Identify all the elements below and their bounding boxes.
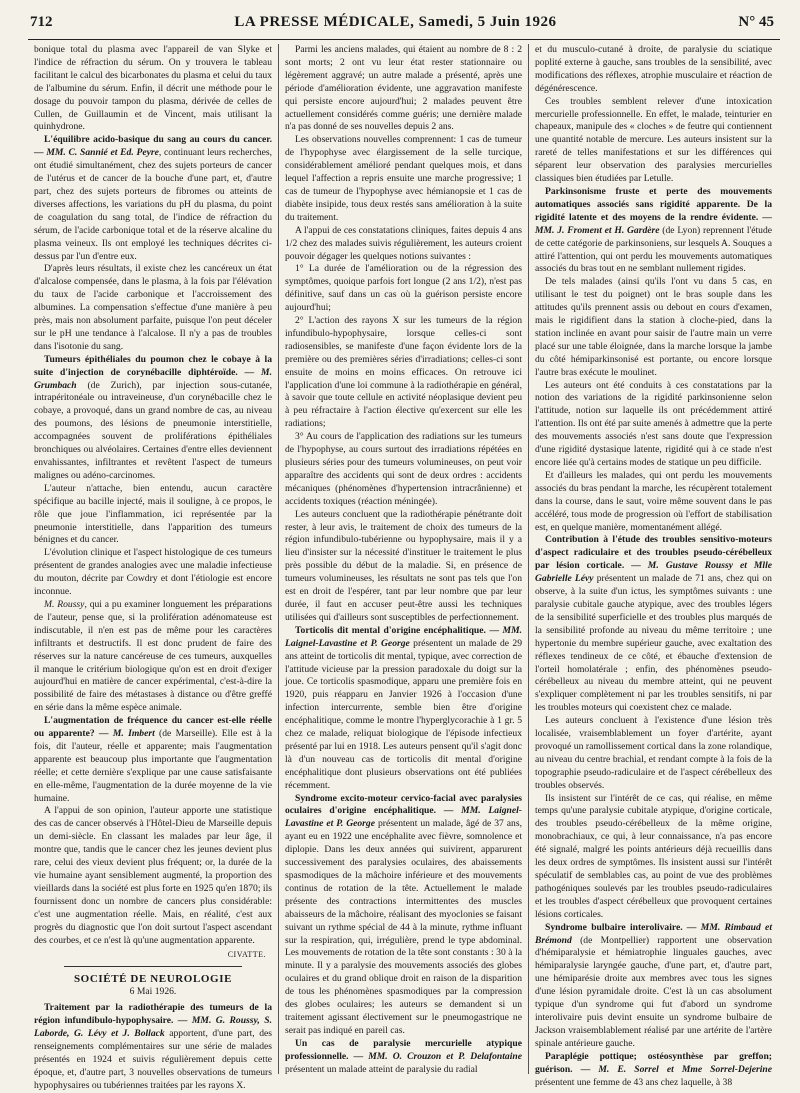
inline-author: M. Roussy [44,598,85,610]
issue-number: N° 45 [738,14,774,30]
article-authors: — MM. Rimbaud et Brémond [535,921,772,946]
paragraph: D'après leurs résultats, il existe chez les cancéreux un état d'alcalose compensée, dans le plasma, à la fois par l'élévation du taux de l'acide carbonique et l'accroissement des albumines. La compensation s'effectue d'une manière à peu près, mais non absolument parfaite, puisque l'on peut déceler sur le pH une tendance à l'alcalose. Il n'y a pas de troubles dans l'isotonie du sang. [34,263,272,352]
article-authors: — MM. Laignel-Lavastine et P. George [285,805,522,830]
signature: CIVATTE. [227,950,266,960]
article-syndrome-excito [285,793,522,1038]
article-title: L'augmentation de fréquence du cancer est-elle réelle ou apparente? [34,715,272,740]
article-title: Paraplégie pottique; ostéosynthèse par greffon; guérison. [535,1050,772,1075]
article-text: (de Montpellier) rapportent une observation d'hémiparalysie et hémiatrophie linguales gauches, avec hémiparalysie laryngée gauche, d'une part, et, d'autre part, une hémiparésie droite aux membres avec tous les signes d'une lésion pyramidale droite. C'est là un cas absolument typique d'un syndrome qui fut d'abord un syndrome interolivaire puis devint ensuite un syndrome bulbaire de Jackson vraisemblablement réalisé par une artérite de l'artère spinale antérieure gauche. [535,934,772,1049]
article-title: Traitement par la radiothérapie des tumeurs de la région infundibulo-hypophysaire. [34,1002,272,1027]
article-title: Un cas de paralysie mercurielle atypique professionnelle. [285,1037,522,1062]
article-torticolis [285,625,522,793]
article-text: présentent un malade de 71 ans, chez qui on observe, à la suite d'un ictus, les symptômes suivants : une paralysie cubitale gauche atypique, avec des troubles légers de la sensibilité superficielle et des troubles plus marqués de la sensibilité profonde au niveau du même territoire ; une hypertonie du membre supérieur gauche, avec exaltation des réflexes tendineux de ce côté, et ébauche d'extension de l'orteil homolatérale ; enfin, des phénomènes pseudo-cérébelleux au niveau du membre atteint, qui ne peuvent s'expliquer complètement ni par les troubles sensitifs, ni par les troubles moteurs qui coexistent chez ce malade. [535,573,772,714]
article-text: (de Lyon) reprennent l'étude de cette catégorie de parkinsoniens, sur lesquels A. Souques a attiré l'attention, qui ont perdu les mouvements automatiques associés du bras tout en ne semblant nullement rigides. [535,224,772,275]
article-authors: — M. Imbert [98,728,155,740]
paragraph: Ils insistent sur l'intérêt de ce cas, qui réalise, en même temps qu'une paralysie cubitale atypique, d'origine corticale, des troubles pseudo-cérébelleux de la même origine, monobrachiaux, ce qui, à leur connaissance, n'a pas encore été signalé, malgré les points antérieurs déjà recueillis dans les deux ordres de symptômes. Ils insistent aussi sur l'intérêt spéculatif de semblables cas, au point de vue des problèmes pathogéniques soulevés par les troubles pseudo-radiculaires et les troubles d'aspect cérébelleux que provoquent certaines lésions corticales. [535,792,772,920]
column-3 [528,44,778,1088]
article-contribution [535,534,772,715]
article-parkinsonisme [535,186,772,276]
society-date: 6 Mai 1926. [129,986,177,998]
paragraph: Ces troubles semblent relever d'une intoxication mercurielle professionnelle. En effet, le malade, teinturier en chapeaux, manipule des « cloches » de feutre qui contiennent une quantité notable de mercure. Les auteurs insistent sur la rareté de telles manifestations et sur les différences qui séparent leur observation des paralysies mercurielles classiques bien étudiées par Letulle. [535,95,772,185]
paragraph: Et d'ailleurs les malades, qui ont perdu les mouvements associés du bras pendant la marche, les récupèrent totalement dans la course, dans le saut, voire même souvent dans le pas accéléré, tous mode de progression où l'effort de stabilisation est, en quelque manière, momentanément allégé. [535,469,772,533]
list-item: 2° L'action des rayons X sur les tumeurs de la région infundibulo-hypophysaire, lorsque celles-ci sont radiosensibles, se manifeste d'une façon évidente lors de la première ou des premières séries d'irradiations; celles-ci sont ensuite de moins en moins efficaces. On retrouve ici l'application d'une loi commune à la radiothérapie en général, à savoir que toute cellule en activité néoplasique devient peu à peu réfractaire à l'action élective qu'exercent sur elle les radiations; [285,315,522,430]
journal-title: LA PRESSE MÉDICALE, Samedi, 5 Juin 1926 [234,14,557,30]
article-title: L'équilibre acido-basique du sang au cours du cancer. [44,134,272,146]
article-title: Tumeurs épithéliales du poumon chez le cobaye à la suite d'injection de corynébacille diphtéroïde. [34,353,272,378]
article-text: (de Zurich), par injection sous-cutanée, intrapéritonéale ou intraveineuse, d'un corynébacille chez le cobaye, a provoqué, dans un grand nombre de cas, au niveau des poumons, des lésions de pneumonie interstitielle, accompagnées souvent de proliférations épithéliales bronchiques ou alvéolaires. Certaines d'entre elles deviennent envahissantes, infiltrantes et revêtent l'aspect de tumeurs malignes ou adéno-carcinomes. [34,379,272,481]
article-augmentation [34,715,272,805]
divider [64,966,242,967]
article-authors: — MM. G. Roussy, S. Laborde, G. Lévy et J. Bollack [34,1015,272,1039]
article-title: Syndrome excito-moteur cervico-facial avec paralysies oculaires d'origine encéphalitique. [285,792,522,817]
article-text: présentent une femme de 43 ans chez laquelle, à 38 [535,1076,733,1088]
article-paralysie-mercurielle [285,1038,522,1077]
paragraph: Les auteurs concluent que la radiothérapie pénétrante doit rester, à leur avis, le traitement de choix des tumeurs de la région infundibulo-tubérienne ou hypophysaire, mais il y a lieu d'insister sur la nécessité d'instituer le traitement le plus près possible du début de la maladie. Si, en présence de tumeurs volumineuses, les résultats ne sont pas tels que l'on est en droit de l'espérer, tant par leur nombre que par leur durée, il faut en accuser peut-être aussi les techniques utilisées qui d'ailleurs sont susceptibles de perfectionnement. [285,508,522,623]
article-tumeurs [34,354,272,483]
article-title: Parkinsonisme fruste et perte des mouvements automatiques associés sans rigidité apparente. De la rigidité latente et des moyens de la rendre évidente. [535,185,772,223]
article-text: présentent un malade de 29 ans atteint de torticolis dit mental, typique, avec correction de l'attitude vicieuse par la pression paradoxale du doigt sur la joue. Ce torticolis spasmodique, apparu une première fois en 1920, puis réapparu en Janvier 1926 à l'occasion d'une infection intercurrente, semble bien être d'origine encéphalitique, comme le montre l'hyperglycorachie à 1 gr. 5 chez ce malade, reliquat biologique de l'épisode infectieux présenté par lui en 1918. Les auteurs pensent qu'il s'agit donc là d'un nouveau cas de torticolis dit mental d'origine encéphalitique dont plusieurs observations ont été publiées récemment. [285,637,523,791]
list-item: 1° La durée de l'amélioration ou de la régression des symptômes, quoique parfois fort longue (2 ans 1/2), n'est pas définitive, sauf dans un cas où la guérison persiste encore aujourd'hui; [285,263,522,314]
paragraph: Parmi les anciens malades, qui étaient au nombre de 8 : 2 sont morts; 2 ont vu leur état rester stationnaire ou légèrement aggravé; un autre malade a présenté, après une période d'amélioration évidente, une aggravation manifeste qui persiste encore aujourd'hui; 2 malades peuvent être actuellement considérés comme guéris; une dernière malade n'a pas donné de ses nouvelles depuis 2 ans. [285,44,522,133]
article-text: présentent un malade atteint de paralysie du radial [285,1063,478,1075]
article-title: Syndrome bulbaire interolivaire. [545,921,683,933]
article-paraplegie [535,1051,772,1090]
article-equilibre [34,134,272,263]
article-title: Contribution à l'étude des troubles sensitivo-moteurs d'aspect radiculaire et des troubles pseudo-cérébelleux par lésion corticale. [535,534,772,572]
paragraph: L'évolution clinique et l'aspect histologique de ces tumeurs présentent de grandes analogies avec une maladie infectieuse du mouton, décrite par Cowdry et dont l'étiologie est encore inconnue. [34,547,272,598]
paragraph [34,599,272,715]
article-authors: — MM. C. Sannié et Ed. Peyre [34,147,159,159]
paragraph: L'auteur n'attache, bien entendu, aucun caractère spécifique au bacille injecté, mais il souligne, à ce propos, le rôle que joue l'inflammation, ici représentée par la pneumonie interstitielle, dans l'apparition des tumeurs bénignes et du cancer. [34,482,272,546]
article-authors: — MM. J. Froment et H. Gardère [535,211,772,236]
paragraph: De tels malades (ainsi qu'ils l'ont vu dans 5 cas, en utilisant le test du poignet) ont le bras souple dans les attitudes qu'ils prennent assis ou debout en cours d'examen, mais le rigidifient dans la station à cloche-pied, dans la station inclinée en avant pour saisir de l'autre main un verre placé sur une table éloignée, dans la marche lorsque la jambe du côté hémiparkinsonisé est portante, ou encore lorsque l'autre bras exécute le moulinet. [535,276,772,378]
paragraph: Les auteurs concluent à l'existence d'une lésion très localisée, vraisemblablement un foyer d'artérite, ayant provoqué un ramollissement cortical dans la zone rolandique, au niveau du centre brachial, et rendant compte à la fois de la topographie pseudo-radiculaire et de l'aspect cérébelleux des troubles observés. [535,715,772,791]
article-authors: — MM. Laignel-Lavastine et P. George [285,624,523,649]
list-item: 3° Au cours de l'application des radiations sur les tumeurs de l'hypophyse, au cours surtout des irradiations répétées en plusieurs séries pour des tumeurs volumineuses, on peut voir apparaître des accidents qui sont de deux ordres : accidents mécaniques (phénomènes d'hypertension intracrânienne) et accidents toxiques (réaction méningée). [285,431,522,507]
article-authors: — MM. O. Crouzon et P. Delafontaine [353,1050,522,1062]
paragraph-text: , qui a pu examiner longuement les préparations de l'auteur, pense que, si la prolifération adénomateuse est indiscutable, il n'en est pas de même pour les caractères infiltrants et destructifs. Il est donc prudent de faire des réserves sur la nature cancéreuse de ces tumeurs, auxquelles il manque le critérium biologique qu'on est en droit d'exiger aujourd'hui en matière de cancer expérimental, c'est-à-dire la possibilité de faire des métastases à distance ou d'être greffé en série dans la même espèce animale. [34,598,273,714]
article-authors: — M. Grumbach [34,366,272,391]
paragraph: A l'appui de son opinion, l'auteur apporte une statistique des cas de cancer observés à l'Hôtel-Dieu de Marseille depuis un demi-siècle. En classant les malades par leur âge, il montre que, tandis que le cancer chez les jeunes devient plus rare, celui des vieux devient plus fréquent; or, la durée de la vie humaine ayant sensiblement augmenté, la proportion des vieillards dans la société est plus forte en 1925 qu'en 1870; ils fournissent donc un nombre de cancers plus considérable: c'est une augmentation réelle. Mais, en réalité, c'est aux progrès du diagnostic que l'on doit surtout l'aspect ascendant des courbes, et ce n'est là qu'une augmentation apparente. [34,805,272,946]
article-text: apportent, d'une part, des renseignements complémentaires sur une série de malades présentés en 1924 et suivis régulièrement depuis cette époque, et, d'autre part, 3 nouvelles observations de tumeurs hypophysaires ou tubériennes traitées par les rayons X. [34,1027,272,1091]
column-1 [28,44,278,1091]
society-heading: SOCIÉTÉ DE NEUROLOGIE [73,973,233,986]
article-authors: — M. E. Sorrel et Mme Sorrel-Dejerine [580,1063,773,1075]
paragraph: Les observations nouvelles comprennent: 1 cas de tumeur de l'hypophyse avec élargissement de la selle turcique, considérablement amélioré pendant quelques mois, et dans lequel l'affection a repris ensuite une marche progressive; 1 cas de tumeur de l'hypophyse avec hémianopsie et 1 cas de diabète insipide, tous deux restés sans amélioration à la suite du traitement. [285,134,522,223]
article-text: présentent un malade, âgé de 37 ans, ayant eu en 1922 une encéphalite avec fièvre, somnolence et diplopie. Dans les deux années qui suivirent, apparurent successivement des paralysies oculaires, des abaissements spasmodiques de la mâchoire inférieure et des mouvements continus de rotation de la tête. Actuellement le malade présente des contractions intermittentes des muscles abaisseurs de la mâchoire, réalisant des myoclonies se faisant suivant un rythme spécial de 44 à la minute, rythme influant sur la respiration, qui, irrégulière, prend le type abdominal. Les mouvements de rotation de la tête sont constants : 30 à la minute. Il y a paralysie des mouvements associés des globes oculaires et du grand oblique droit en raison de la disparition de tous les phénomènes spasmodiques par la compression des globes oculaires; les auteurs se demandent si un traitement agissant électivement sur le pneumogastrique ne serait pas indiqué en pareil cas. [285,818,522,1036]
article-text: , continuant leurs recherches, ont étudié simultanément, chez des sujets porteurs de cancer de l'utérus et de cancer de la bouche d'une part, et, d'autre part, chez des sujets porteurs de fibromes ou atteints de diverses affections, les variations du pH du plasma, du point de coagulation du sang total, de l'indice de réfraction du sérum, de l'acide carbonique total et de la réserve alcaline du plasma veineux. Ils ont employé les techniques décrites ci-dessus par l'un d'entre eux. [34,147,272,262]
page-header [28,14,780,40]
columns [28,44,780,1091]
article-text: (de Marseille). Elle est à la fois, dit l'auteur, réelle et apparente; mais l'augmentation apparente est beaucoup plus importante que l'augmentation réelle; et cette dernière s'explique par une cause satisfaisante en elle-même, l'augmentation de la durée moyenne de la vie humaine. [34,728,272,804]
article-syndrome-bulbaire [535,922,772,1051]
paragraph: bonique total du plasma avec l'appareil de van Slyke et l'indice de réfraction du sérum. On y trouvera le tableau facilitant le calcul des bicarbonates du plasma et celui du taux de l'albumine du sérum. Enfin, il décrit une méthode pour le dosage du pouvoir tampon du plasma, dérivée de celles de Cullen, de Guillaumin et de Vincent, mais utilisant la quinhydrone. [34,44,272,133]
paragraph: et du musculo-cutané à droite, de paralysie du sciatique poplité externe à gauche, sans troubles de la sensibilité, avec modifications des réflexes, atrophie musculaire et réaction de dégénérescence. [535,44,772,94]
article-title: Torticolis dit mental d'origine encéphalitique. [295,624,486,636]
article-radiotherapie [34,1002,272,1092]
article-authors: — M. Gustave Roussy et Mlle Gabrielle Lévy [535,560,772,585]
paragraph: Les auteurs ont été conduits à ces constatations par la notion des variations de la rigidité parkinsonienne selon l'attitude, notion sur laquelle ils ont précédemment attiré l'attention. Ils ont été par suite amenés à admettre que la perte des mouvements associés n'est sans doute que l'expression d'une rigidité dystasique latente, rigidité qui à ce stade n'est encore liée qu'à certains modes de statique un peu difficile. [535,379,772,468]
paragraph: A l'appui de ces constatations cliniques, faites depuis 4 ans 1/2 chez des malades suivis régulièrement, les auteurs croient pouvoir dégager les quelques notions suivantes : [285,224,522,262]
page-number: 712 [30,14,53,30]
column-2 [278,44,528,1074]
